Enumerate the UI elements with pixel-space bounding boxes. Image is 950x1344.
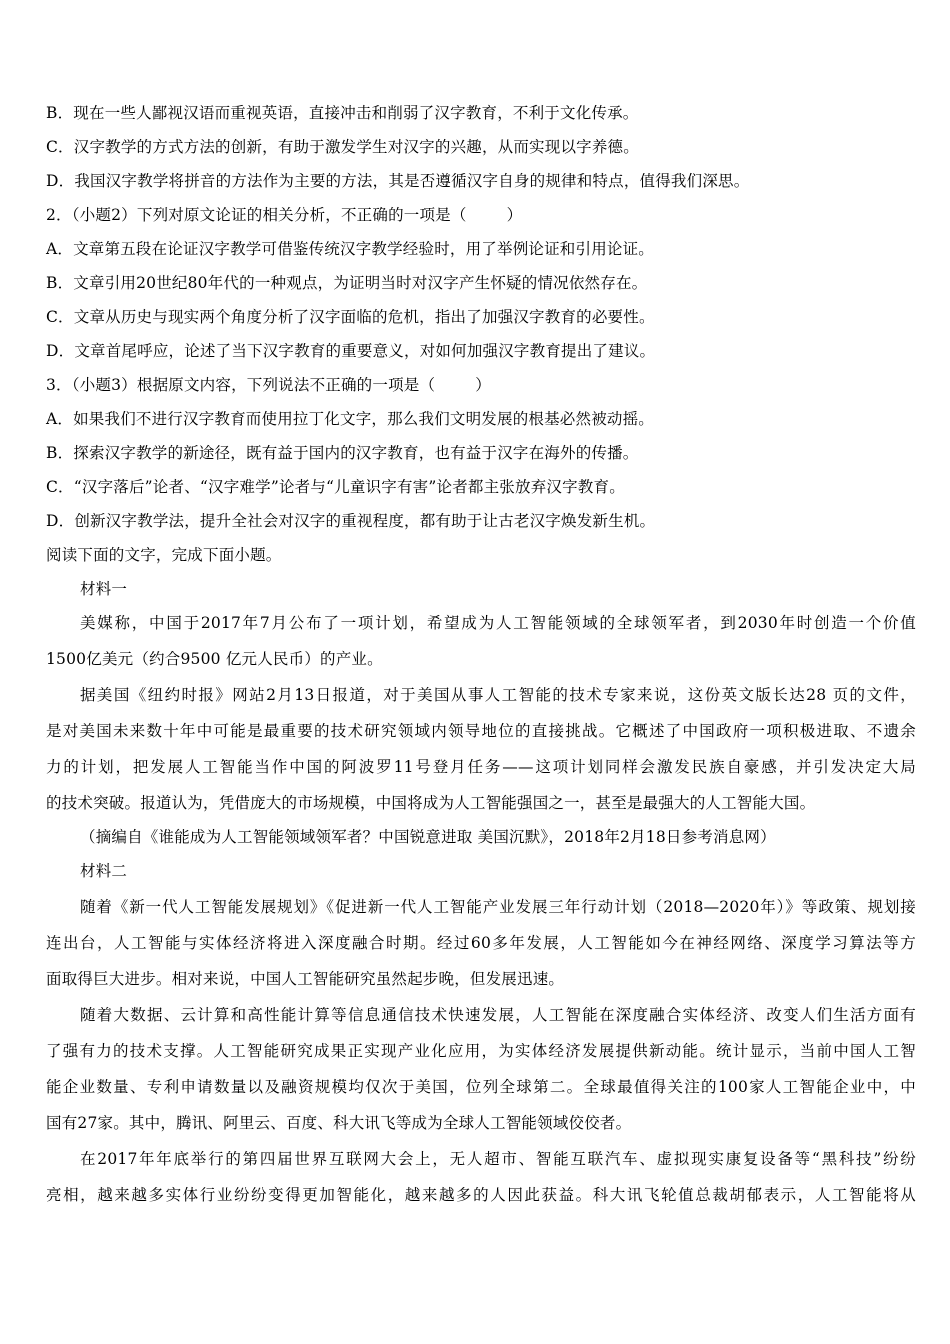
material2-p1-line: 连出台，人工智能与实体经济将进入深度融合时期。经过60多年发展，人工智能如今在神经网络、深度学习算法等方 (46, 934, 916, 952)
q3-option-a: A．如果我们不进行汉字教育而使用拉丁化文字，那么我们文明发展的根基必然被动摇。 (46, 410, 654, 428)
q2-option-a: A．文章第五段在论证汉字教学可借鉴传统汉字教学经验时，用了举例论证和引用论证。 (46, 240, 654, 258)
material2-p1-line: 随着《新一代人工智能发展规划》《促进新一代人工智能产业发展三年行动计划（2018—2020年）》等政策、规划接 (80, 898, 916, 916)
reading-instruction: 阅读下面的文字，完成下面小题。 (46, 546, 282, 564)
material1-p1-line: 美媒称，中国于2017年7月公布了一项计划，希望成为人工智能领域的全球领军者，到2030年时创造一个价值 (80, 614, 916, 632)
q3-stem-close: ） (475, 376, 491, 394)
q2-option-c: C．文章从历史与现实两个角度分析了汉字面临的危机，指出了加强汉字教育的必要性。 (46, 308, 655, 326)
material1-p2-line: 的技术突破。报道认为，凭借庞大的市场规模，中国将成为人工智能强国之一，甚至是最强大的人工智能大国。 (46, 794, 816, 812)
material2-p2-line: 随着大数据、云计算和高性能计算等信息通信技术快速发展，人工智能在深度融合实体经济、改变人们生活方面有 (80, 1006, 916, 1024)
material2-p1-line: 面取得巨大进步。相对来说，中国人工智能研究虽然起步晚，但发展迅速。 (46, 970, 565, 988)
q1-option-d: D．我国汉字教学将拼音的方法作为主要的方法，其是否遵循汉字自身的规律和特点，值得我们深思。 (46, 172, 750, 190)
q3-stem-text: 3．（小题3）根据原文内容，下列说法不正确的一项是（ (46, 376, 436, 394)
q3-stem (46, 375, 916, 395)
material1-p2-line: 据美国《纽约时报》网站2月13日报道，对于美国从事人工智能的技术专家来说，这份英文版长达28 页的文件， (80, 686, 916, 704)
material1-source: （摘编自《谁能成为人工智能领域领军者？中国锐意进取 美国沉默》，2018年2月18日参考消息网） (80, 828, 776, 846)
q3-option-b: B．探索汉字教学的新途径，既有益于国内的汉字教育，也有益于汉字在海外的传播。 (46, 444, 639, 462)
q3-option-d: D．创新汉字教学法，提升全社会对汉字的重视程度，都有助于让古老汉字焕发新生机。 (46, 512, 656, 530)
q1-option-c: C．汉字教学的方式方法的创新，有助于激发学生对汉字的兴趣，从而实现以字养德。 (46, 138, 639, 156)
q2-option-d: D．文章首尾呼应，论述了当下汉字教育的重要意义，对如何加强汉字教育提出了建议。 (46, 342, 656, 360)
material2-p3-line: 亮相，越来越多实体行业纷纷变得更加智能化，越来越多的人因此获益。科大讯飞轮值总裁胡郁表示，人工智能将从 (46, 1186, 916, 1204)
q2-stem (46, 205, 916, 225)
material2-p2-line: 了强有力的技术支撑。人工智能研究成果正实现产业化应用，为实体经济发展提供新动能。统计显示，当前中国人工智 (46, 1042, 916, 1060)
material2-p2-line: 国有27家。其中，腾讯、阿里云、百度、科大讯飞等成为全球人工智能领域佼佼者。 (46, 1114, 632, 1132)
q1-option-b: B．现在一些人鄙视汉语而重视英语，直接冲击和削弱了汉字教育，不利于文化传承。 (46, 104, 639, 122)
material1-p1-line: 1500亿美元（约合9500 亿元人民币）的产业。 (46, 650, 383, 668)
material2-heading: 材料二 (80, 862, 128, 880)
q2-option-b: B．文章引用20世纪80年代的一种观点，为证明当时对汉字产生怀疑的情况依然存在。 (46, 274, 648, 292)
q2-stem-text: 2．（小题2）下列对原文论证的相关分析，不正确的一项是（ (46, 206, 467, 224)
q3-option-c: C．“汉字落后”论者、“汉字难学”论者与“儿童识字有害”论者都主张放弃汉字教育。 (46, 478, 625, 496)
q2-stem-close: ） (506, 206, 523, 224)
material1-heading: 材料一 (80, 580, 128, 598)
material2-p2-line: 能企业数量、专利申请数量以及融资规模均仅次于美国，位列全球第二。全球最值得关注的100家人工智能企业中，中 (46, 1078, 916, 1096)
material1-p2-line: 是对美国未来数十年中可能是最重要的技术研究领域内领导地位的直接挑战。它概述了中国政府一项积极进取、不遗余 (46, 722, 916, 740)
material1-p2-line: 力的计划，把发展人工智能当作中国的阿波罗11号登月任务——这项计划同样会激发民族自豪感，并引发决定大局 (46, 758, 916, 776)
material2-p3-line: 在2017年年底举行的第四届世界互联网大会上，无人超市、智能互联汽车、虚拟现实康复设备等“黑科技”纷纷 (80, 1150, 916, 1168)
